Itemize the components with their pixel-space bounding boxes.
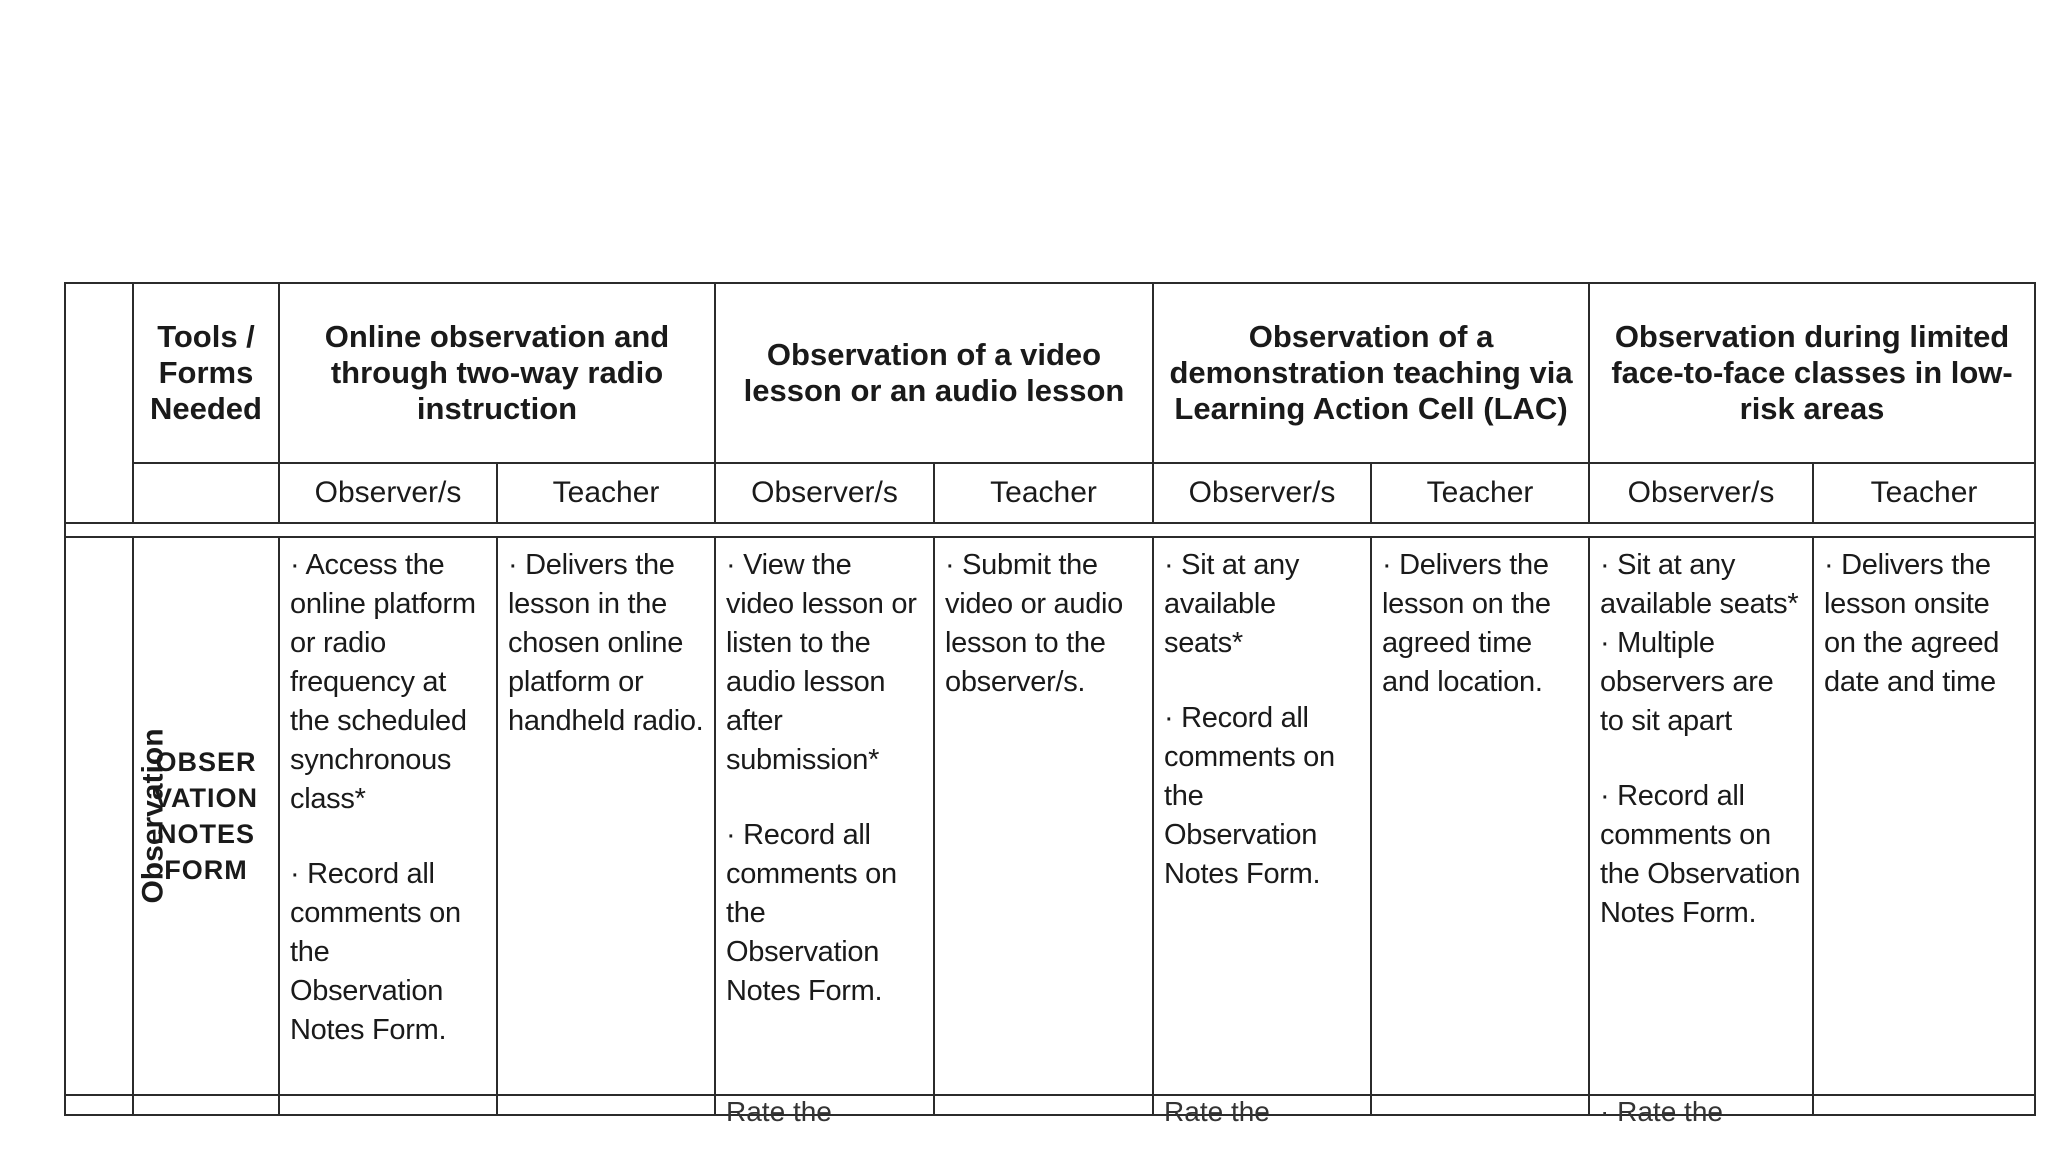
cut-cell	[1589, 1095, 1813, 1127]
subheader-row	[65, 463, 2035, 523]
bullet-item: · Delivers the lesson onsite on the agreed date and time	[1824, 549, 2000, 698]
column-header-online: Online observation and through two-way radio instruction	[279, 283, 715, 463]
tool-line: FORM	[164, 855, 248, 885]
online-teacher-cell	[497, 537, 715, 1095]
bullet-item: · Record all comments on the Observation Notes Form.	[290, 858, 461, 1046]
next-row-partial	[65, 1095, 2035, 1115]
tools-subheader-blank	[133, 463, 279, 523]
observation-table-sheet	[64, 282, 2034, 1127]
cut-cell	[934, 1095, 1153, 1115]
observation-row	[65, 537, 2035, 1095]
column-header-f2f: Observation during limited face-to-face classes in low-risk areas	[1589, 283, 2035, 463]
bullet-item: · Access the online platform or radio frequency at the scheduled synchronous class*	[290, 549, 476, 815]
cut-cell	[497, 1095, 715, 1115]
cut-text: · Rate the	[1600, 1096, 1723, 1127]
observation-table	[64, 282, 2036, 1127]
subheader-teacher: Teacher	[497, 463, 715, 523]
cut-cell	[279, 1095, 497, 1115]
bullet-item: · Multiple observers are to sit apart	[1600, 627, 1774, 737]
online-observer-cell	[279, 537, 497, 1095]
subheader-observer: Observer/s	[1589, 463, 1813, 523]
tools-header: Tools / Forms Needed	[133, 283, 279, 463]
cut-cell	[1371, 1095, 1589, 1115]
lac-observer-cell	[1153, 537, 1371, 1095]
section-gap	[65, 523, 2035, 537]
tool-line: VATION	[154, 783, 258, 813]
cut-text: Rate the	[726, 1096, 832, 1127]
tool-line: NOTES	[156, 819, 255, 849]
bullet-item: · Delivers the lesson in the chosen online platform or handheld radio.	[508, 549, 704, 737]
cut-text: Rate the	[1164, 1096, 1270, 1127]
f2f-teacher-cell	[1813, 537, 2035, 1095]
column-header-lac: Observation of a demonstration teaching via Learning Action Cell (LAC)	[1153, 283, 1589, 463]
cut-cell	[1813, 1095, 2035, 1115]
subheader-teacher: Teacher	[1813, 463, 2035, 523]
cut-cell	[715, 1095, 934, 1127]
video-observer-cell	[715, 537, 934, 1095]
phase-label: Observation	[136, 728, 170, 904]
f2f-observer-cell	[1589, 537, 1813, 1095]
tool-line: OBSER	[155, 747, 257, 777]
phase-label-cell	[65, 537, 170, 1095]
cut-cell	[1153, 1095, 1371, 1127]
lac-teacher-cell	[1371, 537, 1589, 1095]
bullet-item: · Sit at any available seats*	[1164, 549, 1300, 659]
cut-cell	[133, 1095, 279, 1115]
subheader-observer: Observer/s	[1153, 463, 1371, 523]
gap-cell	[65, 523, 2035, 537]
header-row	[65, 283, 2035, 463]
bullet-item: · Record all comments on the Observation Notes Form.	[1600, 780, 1801, 929]
bullet-item: · Delivers the lesson on the agreed time and location.	[1382, 549, 1551, 698]
bullet-item: · Submit the video or audio lesson to the observer/s.	[945, 549, 1124, 698]
subheader-observer: Observer/s	[279, 463, 497, 523]
corner-cell	[65, 283, 133, 523]
column-header-video: Observation of a video lesson or an audio lesson	[715, 283, 1153, 463]
video-teacher-cell	[934, 537, 1153, 1095]
bullet-item: · Sit at any available seats*	[1600, 549, 1799, 620]
bullet-item: · View the video lesson or listen to the audio lesson after submission*	[726, 549, 917, 776]
subheader-observer: Observer/s	[715, 463, 934, 523]
subheader-teacher: Teacher	[934, 463, 1153, 523]
cut-cell	[65, 1095, 133, 1115]
subheader-teacher: Teacher	[1371, 463, 1589, 523]
bullet-item: · Record all comments on the Observation Notes Form.	[1164, 702, 1335, 890]
bullet-item: · Record all comments on the Observation Notes Form.	[726, 819, 897, 1007]
